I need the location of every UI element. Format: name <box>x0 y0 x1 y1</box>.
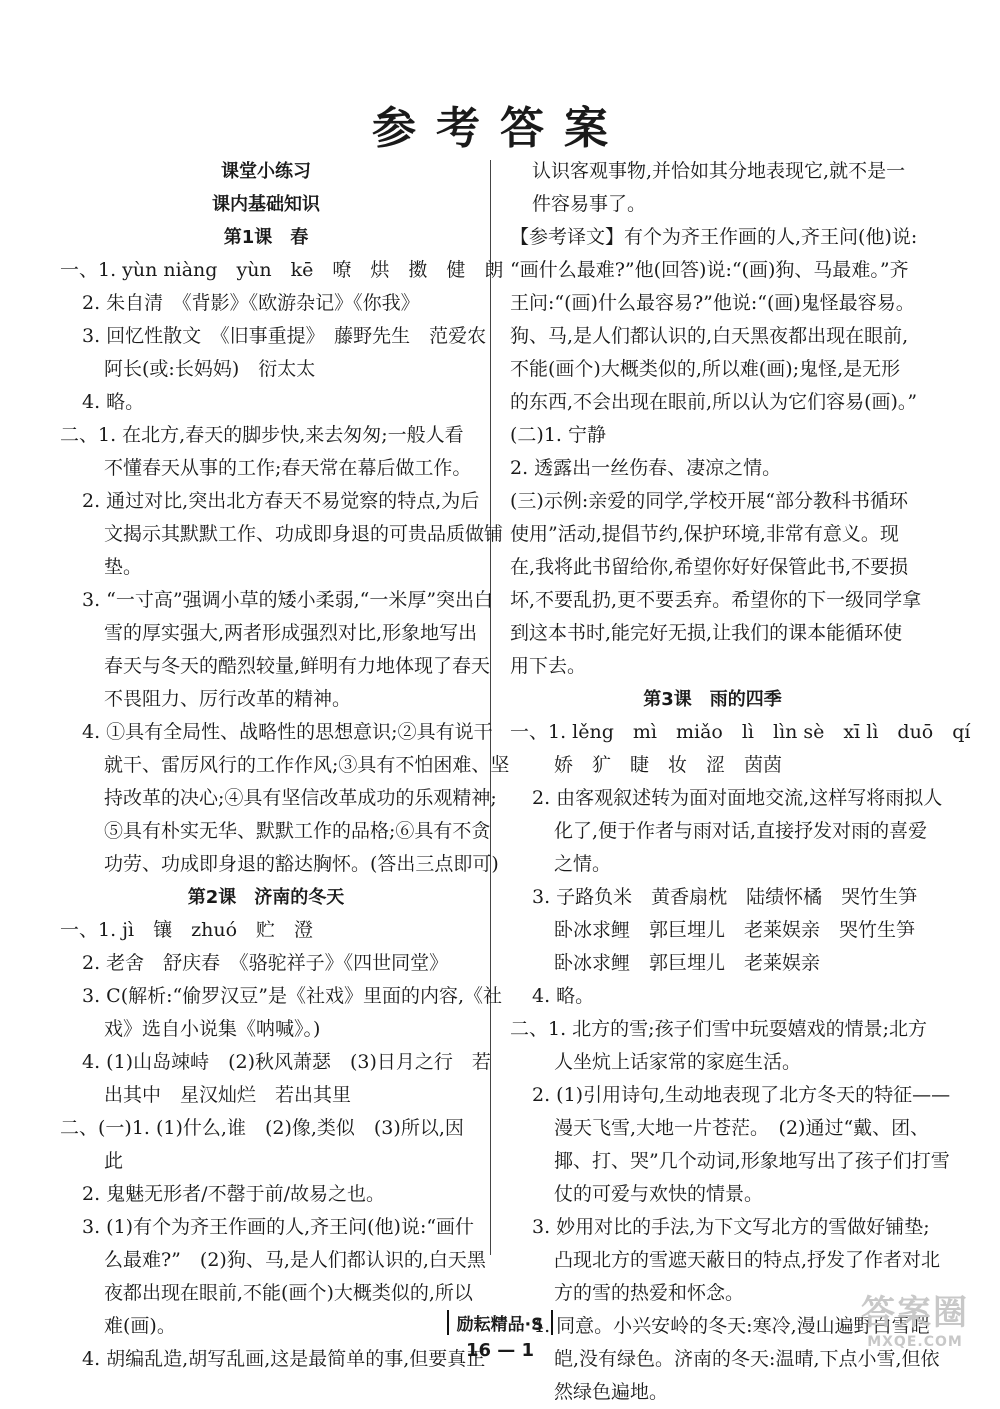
answer-line: 一、1. lěng mì miǎo lì lìn sè xī lì duō qí <box>510 721 971 743</box>
answer-line: 4. 胡编乱造,胡写乱画,这是最简单的事,但要真正 <box>82 1348 486 1370</box>
answer-line: 2. 老舍 舒庆春 《骆驼祥子》《四世同堂》 <box>82 952 449 974</box>
answer-line: 凸现北方的雪遮天蔽日的特点,抒发了作者对北 <box>554 1249 941 1271</box>
answer-line: 么最难?” (2)狗、马,是人们都认识的,白天黑 <box>104 1249 486 1271</box>
column-divider <box>490 160 491 1255</box>
answer-line: 方的雪的热爱和怀念。 <box>554 1282 745 1304</box>
answer-line: 狗、马,是人们都认识的,白天黑夜都出现在眼前, <box>510 325 909 347</box>
answer-line: 一、1. yùn niàng yùn kē 嘹 烘 擞 健 朗 <box>60 259 504 281</box>
answer-line: 然绿色遍地。 <box>554 1381 669 1403</box>
answer-line: 2. 朱自清 《背影》《欧游杂记》《你我》 <box>82 292 420 314</box>
answer-line: 3. “一寸高”强调小草的矮小柔弱,“一米厚”突出白 <box>82 589 494 611</box>
section-heading: 第1课 春 <box>223 227 309 248</box>
answer-line: 2. 通过对比,突出北方春天不易觉察的特点,为后 <box>82 490 480 512</box>
section-heading: 课堂小练习 <box>221 161 311 182</box>
watermark-logo <box>840 1285 990 1350</box>
answer-line: 人坐炕上话家常的家庭生活。 <box>554 1051 802 1073</box>
answer-line: 出其中 星汉灿烂 若出其里 <box>104 1084 352 1106</box>
answer-line: 功劳、功成即身退的豁达胸怀。(答出三点即可) <box>104 853 499 875</box>
answer-line: 不畏阻力、厉行改革的精神。 <box>104 688 352 710</box>
brand-label: 励耘精品·S <box>447 1310 554 1335</box>
answer-line: “画什么最难?”他(回答)说:“(画)狗、马最难。”齐 <box>510 259 909 281</box>
answer-line: 不能(画个)大概类似的,所以难(画);鬼怪,是无形 <box>510 358 901 380</box>
answer-line: 2. 透露出一丝伤春、凄凉之情。 <box>510 457 782 479</box>
answer-line: 卧冰求鲤 郭巨埋儿 老莱娱亲 <box>554 952 821 974</box>
page-number: 16 — 1 <box>465 1340 535 1361</box>
answer-line: 在,我将此书留给你,希望你好好保管此书,不要损 <box>510 556 909 578</box>
answer-line: 2. (1)引用诗句,生动地表现了北方冬天的特征—— <box>532 1084 951 1106</box>
section-heading: 第2课 济南的冬天 <box>187 887 345 908</box>
answer-line: 一、1. jì 镶 zhuó 贮 澄 <box>60 919 314 941</box>
answer-line: 卧冰求鲤 郭巨埋儿 老莱娱亲 哭竹生笋 <box>554 919 916 941</box>
answer-line: 二、1. 北方的雪;孩子们雪中玩耍嬉戏的情景;北方 <box>510 1018 927 1040</box>
answer-line: 坏,不要乱扔,更不要丢弃。希望你的下一级同学拿 <box>510 589 922 611</box>
answer-line: 难(画)。 <box>104 1315 176 1337</box>
answer-line: 2. 鬼魅无形者/不罄于前/故易之也。 <box>82 1183 385 1205</box>
answer-line: (三)示例:亲爱的同学,学校开展“部分教科书循环 <box>510 490 908 512</box>
section-heading: 第3课 雨的四季 <box>643 689 782 710</box>
answer-line: 戏》选自小说集《呐喊》。) <box>104 1018 321 1040</box>
answer-line: 化了,便于作者与雨对话,直接抒发对雨的喜爱 <box>554 820 928 842</box>
answer-line: 4. 同意。小兴安岭的冬天:寒冷,漫山遍野白雪皑 <box>532 1315 930 1337</box>
answer-line: 二、(一)1. (1)什么,谁 (2)像,类似 (3)所以,因 <box>60 1117 464 1139</box>
answer-line: 3. 子路负米 黄香扇枕 陆绩怀橘 哭竹生笋 <box>532 886 918 908</box>
watermark-url: MXQE.COM <box>867 1334 963 1350</box>
watermark-text: 答案圈 <box>861 1293 969 1333</box>
answer-line: 垫。 <box>104 556 143 578</box>
answer-line: 4. 略。 <box>532 985 595 1007</box>
section-heading: 课内基础知识 <box>212 194 320 215</box>
answer-line: 漫天飞雪,大地一片苍茫。 (2)通过“戴、团、 <box>554 1117 930 1139</box>
answer-line: 件容易事了。 <box>532 193 647 215</box>
answer-line: 4. (1)山岛竦峙 (2)秋风萧瑟 (3)日月之行 若 <box>82 1051 491 1073</box>
answer-line: 到这本书时,能完好无损,让我们的课本能循环使 <box>510 622 903 644</box>
answer-line: 4. 略。 <box>82 391 145 413</box>
answer-line: 持改革的决心;④具有坚信改革成功的乐观精神; <box>104 787 497 809</box>
answer-line: 3. 回忆性散文 《旧事重提》 藤野先生 范爱农 <box>82 325 487 347</box>
answer-line: ⑤具有朴实无华、默默工作的品格;⑥具有不贪 <box>104 820 491 842</box>
answer-line: 娇 犷 睫 妆 涩 茵茵 <box>554 754 783 776</box>
answer-line: 此 <box>104 1150 124 1172</box>
answer-line: 3. (1)有个为齐王作画的人,齐王问(他)说:“画什 <box>82 1216 475 1238</box>
answer-line: 不懂春天从事的工作;春天常在幕后做工作。 <box>104 457 472 479</box>
answer-line: 认识客观事物,并恰如其分地表现它,就不是一 <box>532 160 906 182</box>
answer-line: 使用”活动,提倡节约,保护环境,非常有意义。现 <box>510 523 899 545</box>
answer-line: 春天与冬天的酷烈较量,鲜明有力地体现了春天 <box>104 655 491 677</box>
right-column <box>510 155 971 1409</box>
answer-line: 的东西,不会出现在眼前,所以认为它们容易(画)。” <box>510 391 918 413</box>
answer-line: 皑,没有绿色。济南的冬天:温晴,下点小雪,但依 <box>554 1348 940 1370</box>
answer-line: 文揭示其默默工作、功成即身退的可贵品质做铺 <box>104 523 504 545</box>
answer-line: 王问:“(画)什么最容易?”他说:“(画)鬼怪最容易。 <box>510 292 915 314</box>
answer-line: 阿长(或:长妈妈) 衍太太 <box>104 358 316 380</box>
answer-line: (二)1. 宁静 <box>510 424 606 446</box>
answer-line: 夜都出现在眼前,不能(画个)大概类似的,所以 <box>104 1282 473 1304</box>
answer-line: 【参考译文】有个为齐王作画的人,齐王问(他)说: <box>510 226 918 248</box>
answer-line: 之情。 <box>554 853 612 875</box>
answer-line: 3. 妙用对比的手法,为下文写北方的雪做好铺垫; <box>532 1216 930 1238</box>
answer-line: 揶、打、哭”几个动词,形象地写出了孩子们打雪 <box>554 1150 950 1172</box>
page-title: 参考答案 <box>372 103 628 154</box>
answer-line: 用下去。 <box>510 655 587 677</box>
answer-line: 4. ①具有全局性、战略性的思想意识;②具有说干 <box>82 721 493 743</box>
answer-line: 二、1. 在北方,春天的脚步快,来去匆匆;一般人看 <box>60 424 464 446</box>
answer-line: 就干、雷厉风行的工作作风;③具有不怕困难、坚 <box>104 754 510 776</box>
answer-line: 2. 由客观叙述转为面对面地交流,这样写将雨拟人 <box>532 787 943 809</box>
answer-line: 3. C(解析:“偷罗汉豆”是《社戏》里面的内容,《社 <box>82 985 502 1007</box>
answer-line: 仗的可爱与欢快的情景。 <box>554 1183 764 1205</box>
answer-line: 雪的厚实强大,两者形成强烈对比,形象地写出 <box>104 622 478 644</box>
